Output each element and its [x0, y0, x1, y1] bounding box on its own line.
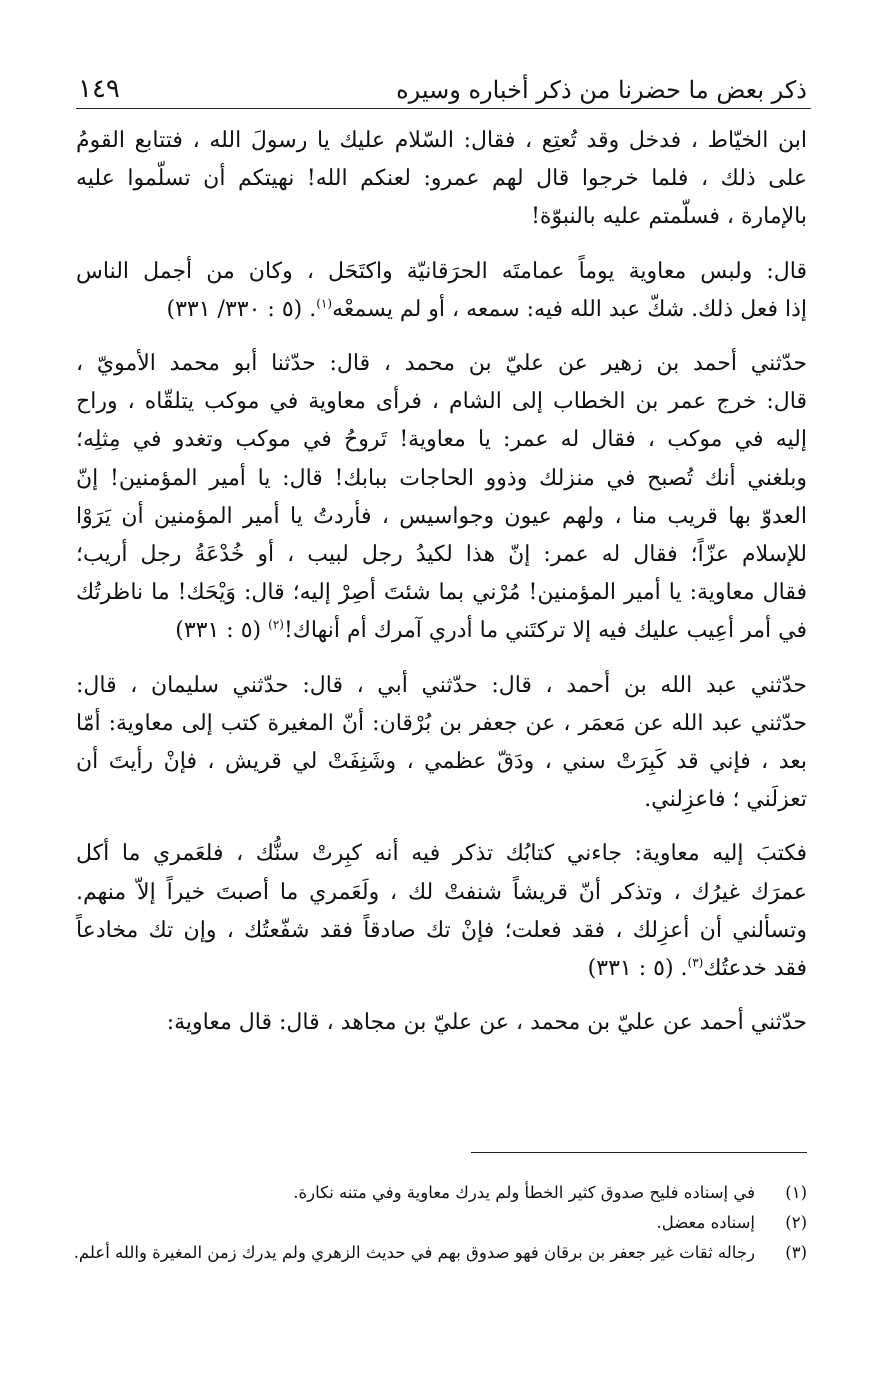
text-line: بالإمارة ، فسلّمتم عليه بالنبوّة!	[531, 204, 807, 230]
running-header	[78, 64, 807, 104]
text-line: على ذلك ، فلما خرجوا قال لهم عمرو: لعنكم الله! نهيتكم أن تسلّموا عليه	[76, 166, 807, 192]
text-line: حدّثني أحمد بن زهير عن عليّ بن محمد ، قال: حدّثنا أبو محمد الأمويّ ،	[76, 351, 807, 377]
text-line	[76, 950, 807, 988]
text-line	[76, 291, 807, 329]
source-citation: . (٥ : ٣٣٠/ ٣٣١)	[166, 296, 317, 322]
footnote-number: (١)	[785, 1183, 807, 1202]
text-line: تعزلَني ؛ فاعزِلني.	[644, 787, 807, 813]
header-rule	[76, 108, 811, 109]
footnote	[70, 1178, 807, 1208]
text-line: فقال معاوية: يا أمير المؤمنين! مُرْني بما شئتَ أصِرْ إليه؛ قال: وَيْحَك! ما ناظرتُك	[76, 580, 807, 606]
paragraph	[76, 667, 807, 820]
footnote-ref[interactable]: (٣)	[687, 955, 704, 970]
text-line: للإسلام عزّاً؛ فقال له عمر: إنّ هذا لكيدُ رجل لبيب ، أو خُدْعَةُ رجل أريب؛	[76, 542, 807, 568]
footnote	[70, 1208, 807, 1238]
main-text	[76, 122, 807, 1058]
text-line: بعد ، فإني قد كَبِرَتْ سني ، ودَقّ عظمي ، وشَنِفَتْ لي قريش ، فإنْ رأيتَ أن	[76, 749, 807, 775]
footnote-text: في إسناده فليح صدوق كثير الخطأ ولم يدرك معاوية وفي متنه نكارة.	[293, 1183, 755, 1202]
text-line: إليه في موكب ، فقال له عمر: يا معاوية! تَروحُ في موكب وتغدو في مِثلِه؛	[76, 427, 807, 453]
footnote-text: رجاله ثقات غير جعفر بن برقان فهو صدوق بهم في حديث الزهري ولم يدرك زمن المغيرة والله أعلم.	[73, 1243, 755, 1262]
text-run: في أمر أعِيب عليك فيه إلا تركتَني ما أدري آمرك أم أنهاك!	[283, 618, 807, 644]
text-line: حدّثني أحمد عن عليّ بن محمد ، عن عليّ بن مجاهد ، قال: قال معاوية:	[166, 1010, 807, 1036]
text-line: وتسألني أن أعزِلك ، فقد فعلت؛ فإنْ تك صادقاً فقد شفّعتُك ، وإن تك مخادعاً	[76, 917, 807, 943]
text-line: عمرَك غيرُك ، وتذكر أنّ قريشاً شنفتْ لك ، ولَعَمري ما أصبتَ خيراً إلاّ منهم.	[76, 879, 807, 905]
text-line: قال: ولبس معاوية يوماً عمامتَه الحرَقانيّة واكتَحَل ، وكان من أجمل الناس	[76, 258, 807, 284]
paragraph	[76, 122, 807, 237]
text-line: قال: خرج عمر بن الخطاب إلى الشام ، فرأى معاوية في موكب يتلقّاه ، وراح	[76, 389, 807, 415]
text-run: إذا فعل ذلك. شكّ عبد الله فيه: سمعه ، أو لم يسمعْه	[332, 296, 807, 322]
text-line: حدّثني عبد الله عن مَعمَر ، عن جعفر بن بُرْقان: أنّ المغيرة كتب إلى معاوية: أمّا	[76, 710, 807, 736]
footnote-ref[interactable]: (١)	[316, 296, 333, 311]
footnote-text: إسناده معضل.	[656, 1213, 755, 1232]
footnote	[70, 1238, 807, 1268]
footnote-number: (٣)	[785, 1243, 807, 1262]
source-citation: (٥ : ٣٣١)	[175, 618, 269, 644]
footnote-rule	[471, 1152, 807, 1153]
running-title: ذكر بعض ما حضرنا من ذكر أخباره وسيره	[396, 76, 807, 104]
text-line: فكتبَ إليه معاوية: جاءني كتابُك تذكر فيه أنه كبِرتْ سنُّك ، فلعَمري ما أكل	[76, 841, 807, 867]
text-line: حدّثني عبد الله بن أحمد ، قال: حدّثني أبي ، قال: حدّثني سليمان ، قال:	[76, 672, 807, 698]
text-line: العدوّ بها قريب منا ، ولهم عيون وجواسيس ، فأردتُ يا أمير المؤمنين أن يَرَوْا	[76, 503, 807, 529]
source-citation: . (٥ : ٣٣١)	[587, 956, 688, 982]
footnote-number: (٢)	[785, 1213, 807, 1232]
paragraph	[76, 253, 807, 329]
text-line: ابن الخيّاط ، فدخل وقد تُعتِع ، فقال: السّلام عليك يا رسولَ الله ، فتتابع القومُ	[76, 128, 807, 153]
page-number: ١٤٩	[78, 74, 120, 104]
footnote-ref[interactable]: (٢)	[268, 618, 284, 633]
text-line: وبلغني أنك تُصبح في منزلك وذوو الحاجات ببابك! قال: يا أمير المؤمنين! إنّ	[76, 465, 807, 491]
paragraph	[76, 835, 807, 988]
text-line	[76, 612, 807, 650]
text-run: فقد خدعتُك	[703, 956, 807, 982]
footnotes	[70, 1178, 807, 1268]
paragraph	[76, 1004, 807, 1042]
paragraph	[76, 345, 807, 651]
